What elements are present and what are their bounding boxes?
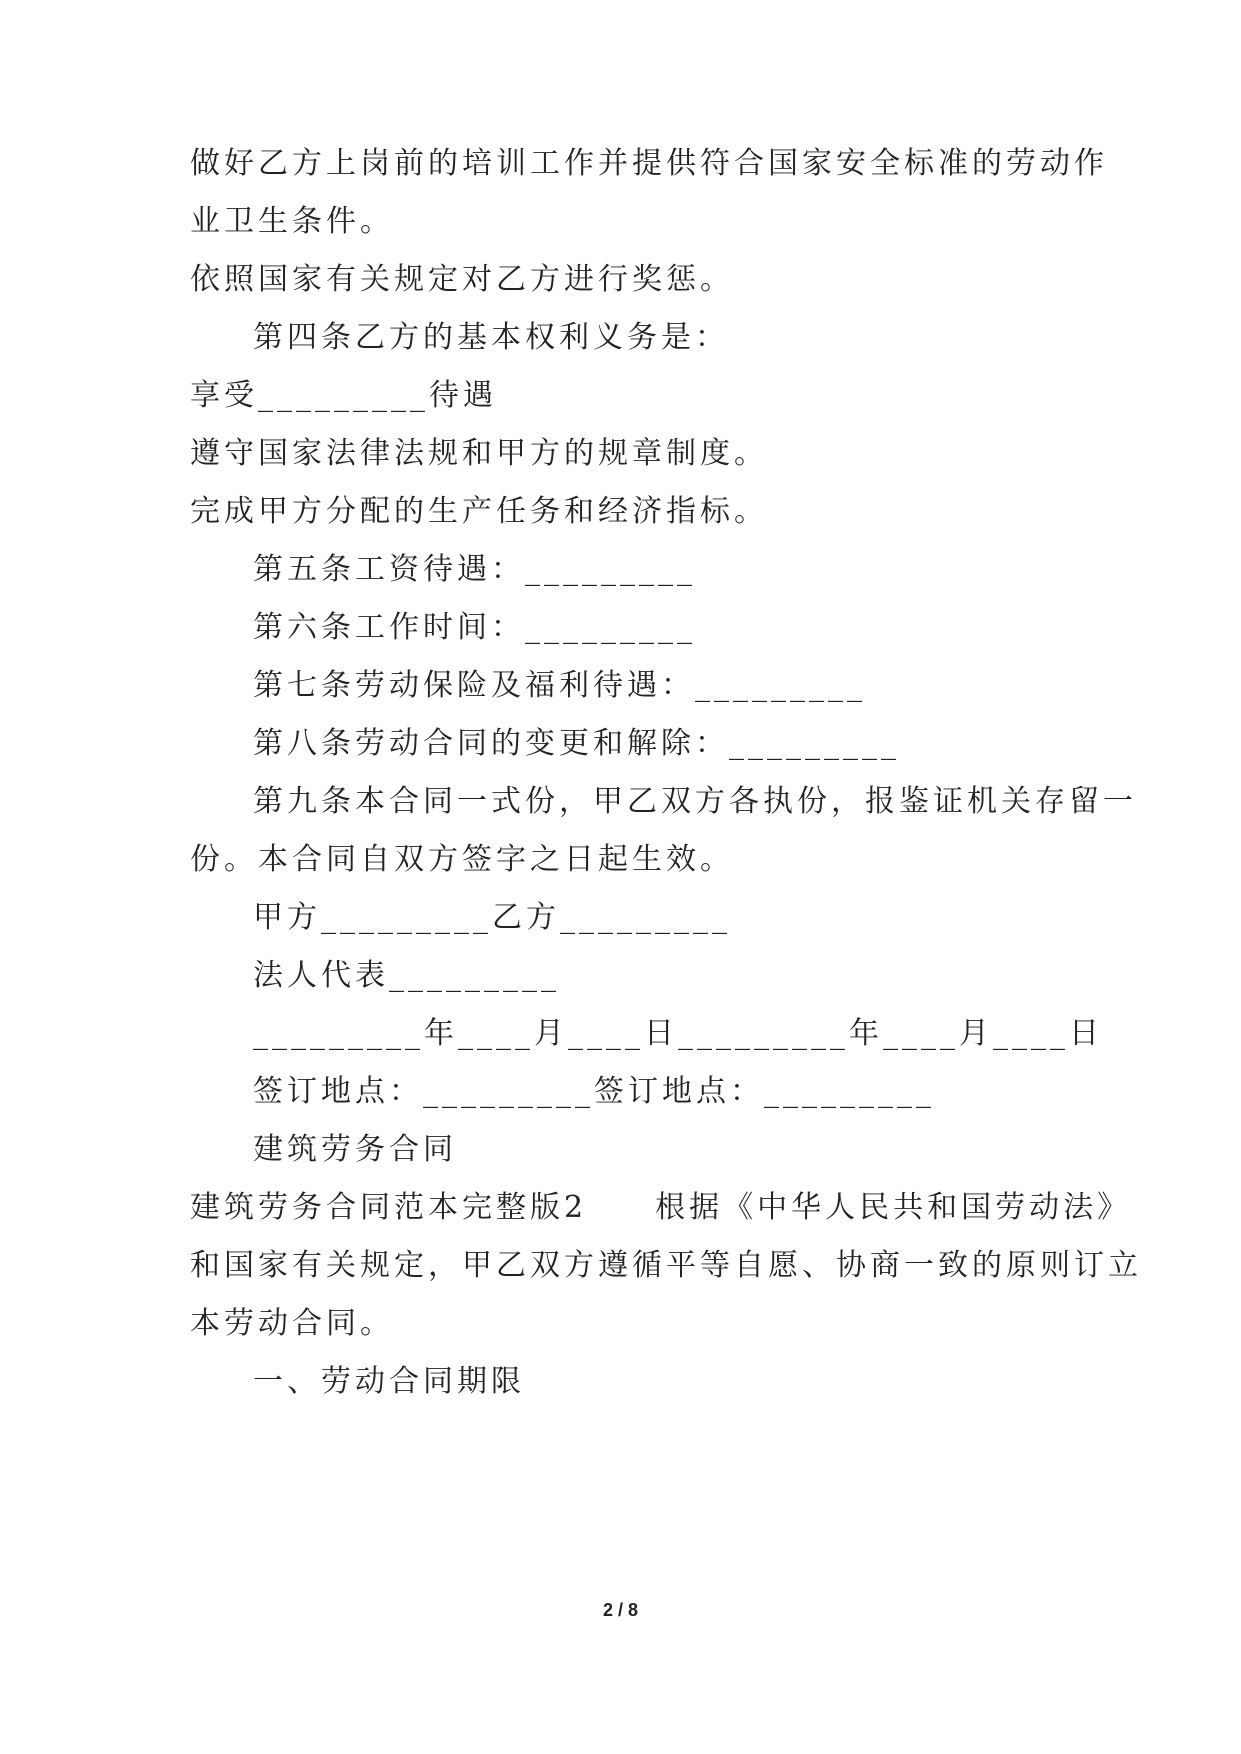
date-line: _________年____月____日_________年____月____日 [253, 1016, 1103, 1051]
signature-line: 法人代表_________ [253, 958, 560, 993]
section-title: 建筑劳务合同 [253, 1132, 457, 1167]
article-line: 第九条本合同一式份，甲乙双方各执份，报鉴证机关存留一 [253, 784, 1137, 819]
paragraph-line: 遵守国家法律法规和甲方的规章制度。 [190, 436, 768, 471]
paragraph-line: 业卫生条件。 [190, 204, 394, 239]
paragraph-line: 完成甲方分配的生产任务和经济指标。 [190, 494, 768, 529]
paragraph-line: 享受_________待遇 [190, 378, 497, 413]
article-line: 第八条劳动合同的变更和解除：_________ [253, 726, 900, 761]
paragraph-line: 依照国家有关规定对乙方进行奖惩。 [190, 262, 734, 297]
section-heading: 一、劳动合同期限 [253, 1364, 525, 1399]
paragraph-line: 做好乙方上岗前的培训工作并提供符合国家安全标准的劳动作 [190, 146, 1108, 181]
paragraph-line: 份。本合同自双方签字之日起生效。 [190, 842, 734, 877]
paragraph-line: 和国家有关规定，甲乙双方遵循平等自愿、协商一致的原则订立 [190, 1248, 1142, 1283]
article-line: 第六条工作时间：_________ [253, 610, 696, 645]
location-line: 签订地点：_________签订地点：_________ [253, 1074, 935, 1109]
paragraph-line: 本劳动合同。 [190, 1306, 394, 1341]
article-line: 第五条工资待遇：_________ [253, 552, 696, 587]
article-heading: 第四条乙方的基本权利义务是： [253, 320, 729, 355]
page-number: 2 / 8 [602, 1600, 639, 1620]
article-line: 第七条劳动保险及福利待遇：_________ [253, 668, 866, 703]
signature-line: 甲方_________乙方_________ [253, 900, 731, 935]
paragraph-line: 建筑劳务合同范本完整版2 根据《中华人民共和国劳动法》 [190, 1190, 1132, 1225]
